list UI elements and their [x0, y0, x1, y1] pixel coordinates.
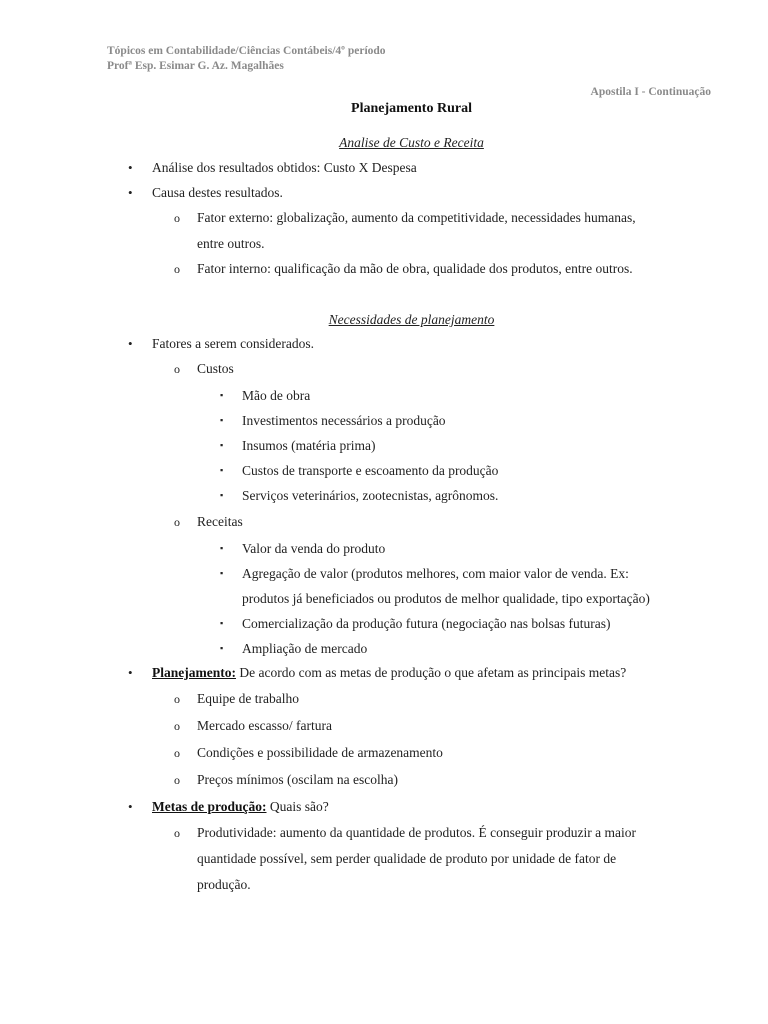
- bullet-circle: o: [174, 719, 180, 733]
- bullet-circle: o: [174, 362, 180, 376]
- list-item: Insumos (matéria prima): [242, 438, 376, 453]
- bullet-square: ▪: [220, 440, 224, 450]
- list-item-custos: Custos: [197, 361, 234, 376]
- list-item-continuation: produção.: [197, 877, 251, 892]
- document-header-line2: Profª Esp. Esimar G. Az. Magalhães: [107, 60, 284, 72]
- bullet-square: ▪: [220, 618, 224, 628]
- page-title: Planejamento Rural: [351, 101, 472, 116]
- list-item: Equipe de trabalho: [197, 691, 299, 706]
- bullet-dot: •: [128, 799, 133, 814]
- bullet-square: ▪: [220, 543, 224, 553]
- list-item-metas: [152, 799, 329, 815]
- bullet-dot: •: [128, 160, 133, 175]
- list-item: Mão de obra: [242, 388, 311, 403]
- list-item-receitas: Receitas: [197, 514, 243, 529]
- list-item-continuation: produtos já beneficiados ou produtos de melhor qualidade, tipo exportação): [242, 591, 650, 606]
- list-item: Causa destes resultados.: [152, 185, 283, 200]
- list-item: Agregação de valor (produtos melhores, com maior valor de venda. Ex:: [242, 566, 629, 581]
- list-item: Mercado escasso/ fartura: [197, 718, 332, 733]
- list-item: Comercialização da produção futura (negociação nas bolsas futuras): [242, 616, 611, 631]
- bullet-circle: o: [174, 773, 180, 787]
- bullet-square: ▪: [220, 390, 224, 400]
- bullet-circle: o: [174, 211, 180, 225]
- list-item: Preços mínimos (oscilam na escolha): [197, 772, 398, 787]
- planejamento-text: De acordo com as metas de produção o que afetam as principais metas?: [235, 665, 627, 680]
- bullet-dot: •: [128, 665, 133, 680]
- list-item: Investimentos necessários a produção: [242, 413, 446, 428]
- section-heading-necessidades: Necessidades de planejamento: [328, 312, 495, 327]
- list-item: Valor da venda do produto: [242, 541, 386, 556]
- apostila-label: Apostila I - Continuação: [590, 86, 711, 98]
- list-item: Análise dos resultados obtidos: Custo X Despesa: [152, 160, 417, 175]
- bullet-square: ▪: [220, 465, 224, 475]
- planejamento-label: Planejamento:: [152, 665, 236, 680]
- section-heading-custo-receita: Analise de Custo e Receita: [339, 135, 484, 150]
- bullet-dot: •: [128, 185, 133, 200]
- list-item: Custos de transporte e escoamento da produção: [242, 463, 499, 478]
- bullet-dot: •: [128, 336, 133, 351]
- bullet-circle: o: [174, 692, 180, 706]
- list-item: Serviços veterinários, zootecnistas, agrônomos.: [242, 488, 499, 503]
- bullet-square: ▪: [220, 643, 224, 653]
- bullet-circle: o: [174, 746, 180, 760]
- metas-label: Metas de produção:: [152, 799, 267, 814]
- list-item: Produtividade: aumento da quantidade de produtos. É conseguir produzir a maior: [197, 825, 637, 840]
- metas-text: Quais são?: [266, 799, 329, 814]
- list-item: Fator externo: globalização, aumento da competitividade, necessidades humanas,: [197, 210, 636, 225]
- bullet-square: ▪: [220, 415, 224, 425]
- bullet-circle: o: [174, 262, 180, 276]
- bullet-square: ▪: [220, 568, 224, 578]
- document-header-line1: Tópicos em Contabilidade/Ciências Contábeis/4º período: [107, 45, 386, 57]
- list-item: Fator interno: qualificação da mão de obra, qualidade dos produtos, entre outros.: [197, 261, 633, 276]
- list-item-continuation: entre outros.: [197, 236, 265, 251]
- bullet-square: ▪: [220, 490, 224, 500]
- list-item: Condições e possibilidade de armazenamento: [197, 745, 443, 760]
- list-item: Ampliação de mercado: [242, 641, 368, 656]
- list-item: Fatores a serem considerados.: [152, 336, 314, 351]
- bullet-circle: o: [174, 826, 180, 840]
- list-item-planejamento: [152, 665, 626, 681]
- bullet-circle: o: [174, 515, 180, 529]
- list-item-continuation: quantidade possível, sem perder qualidade de produto por unidade de fator de: [197, 851, 617, 866]
